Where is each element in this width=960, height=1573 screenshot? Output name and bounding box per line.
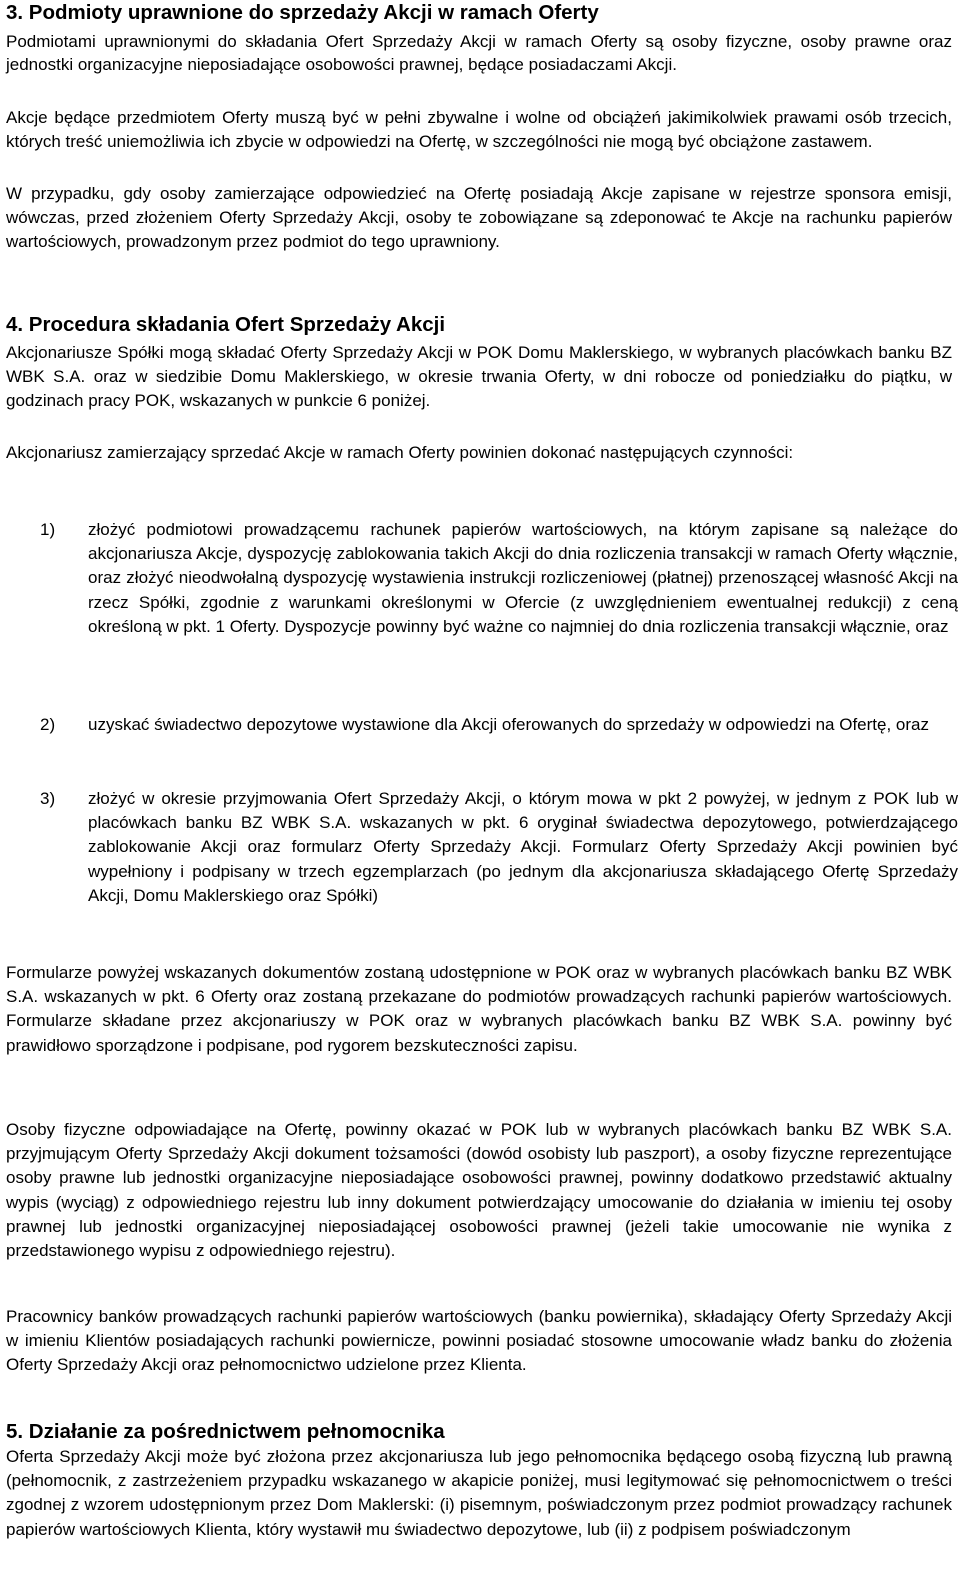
section-4-paragraph-4: Osoby fizyczne odpowiadające na Ofertę, powinny okazać w POK lub w wybranych placówkach banku BZ WBK S.A. przyjmującym Oferty Sprzedaży Akcji dokument tożsamości (dowód osobisty lub paszport), a osoby fizyczne reprezentujące osoby prawne lub jednostki organizacyjne nieposiadające osobowości prawnej, powinny dodatkowo przedstawić aktualny wypis (wyciąg) z odpowiedniego rejestru lub inny dokument potwierdzający umocowanie do działania w imieniu tej osoby prawnej lub jednostki organizacyjnej nieposiadającej osobowości prawnej (jeżeli takie umocowanie nie wynika z przedstawionego wypisu z odpowiedniego rejestru). [6, 1120, 952, 1261]
section-3-paragraph-1: Podmiotami uprawnionymi do składania Ofert Sprzedaży Akcji w ramach Oferty są osoby fizyczne, osoby prawne oraz jednostki organizacyjne nieposiadające osobowości prawnej, będące posiadaczami Akcji. [6, 32, 952, 74]
section-3-paragraph-2: Akcje będące przedmiotem Oferty muszą być w pełni zbywalne i wolne od obciążeń jakimikolwiek prawami osób trzecich, których treść uniemożliwia ich zbycie w odpowiedzi na Ofertę, w szczególności nie mogą być obciążone zastawem. [6, 108, 952, 152]
section-4-paragraph-1: Akcjonariusze Spółki mogą składać Oferty Sprzedaży Akcji w POK Domu Maklerskiego, w wybranych placówkach banku BZ WBK S.A. oraz w siedzibie Domu Maklerskiego, w okresie trwania Oferty, w dni robocze od poniedziałku do piątku, w godzinach pracy POK, wskazanych w punkcie 6 poniżej. [6, 343, 952, 411]
section-5-paragraph-1: Oferta Sprzedaży Akcji może być złożona przez akcjonariusza lub jego pełnomocnika będącego osobą fizyczną lub prawną (pełnomocnik, z zastrzeżeniem przypadku wskazanego w akapicie poniżej, musi legitymować się pełnomocnictwem o treści zgodnej z wzorem udostępnionym przez Dom Maklerski: (i) pisemnym, poświadczonym przez podmiot prowadzący rachunek papierów wartościowych Klienta, który wystawił mu świadectwo depozytowe, lub (ii) z podpisem poświadczonym [6, 1447, 952, 1539]
section-3-paragraph-3: W przypadku, gdy osoby zamierzające odpowiedzieć na Ofertę posiadają Akcje zapisane w rejestrze sponsora emisji, wówczas, przed złożeniem Oferty Sprzedaży Akcji, osoby te zobowiązane są zdeponować te Akcje na rachunku papierów wartościowych, prowadzonym przez podmiot do tego uprawniony. [6, 184, 952, 252]
list-item-number: 1) [40, 520, 56, 539]
section-5-heading: 5. Działanie za pośrednictwem pełnomocnika [6, 1420, 445, 1443]
list-item-number: 2) [40, 715, 56, 734]
list-item-text: złożyć w okresie przyjmowania Ofert Sprzedaży Akcji, o którym mowa w pkt 2 powyżej, w jednym z POK lub w placówkach banku BZ WBK S.A. wskazanych w pkt. 6 oryginał świadectwa depozytowego, potwierdzającego zablokowanie Akcji oraz formularz Oferty Sprzedaży Akcji. Formularz Oferty Sprzedaży Akcji powinien być wypełniony i podpisany w trzech egzemplarzach (po jednym dla akcjonariusza składającego Ofertę Sprzedaży Akcji, Domu Maklerskiego oraz Spółki) [88, 789, 958, 905]
list-item-text: złożyć podmiotowi prowadzącemu rachunek papierów wartościowych, na którym zapisane są należące do akcjonariusza Akcje, dyspozycję zablokowania takich Akcji do dnia rozliczenia transakcji w ramach Oferty włącznie, oraz złożyć nieodwołalną dyspozycję wystawienia instrukcji rozliczeniowej (płatnej) przenoszącej własność Akcji na rzecz Spółki, zgodnie z warunkami określonymi w Ofercie (z uwzględnieniem ewentualnej redukcji) z ceną określoną w pkt. 1 Oferty. Dyspozycje powinny być ważne co najmniej do dnia rozliczenia transakcji włącznie, oraz [88, 520, 958, 636]
list-item-number: 3) [40, 789, 56, 808]
section-3-heading: 3. Podmioty uprawnione do sprzedaży Akcji w ramach Oferty [6, 1, 599, 24]
section-4-heading: 4. Procedura składania Ofert Sprzedaży Akcji [6, 313, 446, 336]
section-4-paragraph-3: Formularze powyżej wskazanych dokumentów zostaną udostępnione w POK oraz w wybranych placówkach banku BZ WBK S.A. wskazanych w pkt. 6 Oferty oraz zostaną przekazane do podmiotów prowadzących rachunki papierów wartościowych. Formularze składane przez akcjonariuszy w POK oraz w wybranych placówkach banku BZ WBK S.A. powinny być prawidłowo sporządzone i podpisane, pod rygorem bezskuteczności zapisu. [6, 963, 952, 1055]
section-4-paragraph-5: Pracownicy banków prowadzących rachunki papierów wartościowych (banku powiernika), składający Oferty Sprzedaży Akcji w imieniu Klientów posiadających rachunki powiernicze, powinni posiadać stosowne umocowanie władz banku do złożenia Oferty Sprzedaży Akcji oraz pełnomocnictwo udzielone przez Klienta. [6, 1307, 952, 1375]
section-4-paragraph-2: Akcjonariusz zamierzający sprzedać Akcje w ramach Oferty powinien dokonać następujących czynności: [6, 443, 794, 462]
list-item-text: uzyskać świadectwo depozytowe wystawione dla Akcji oferowanych do sprzedaży w odpowiedzi na Ofertę, oraz [88, 715, 929, 734]
